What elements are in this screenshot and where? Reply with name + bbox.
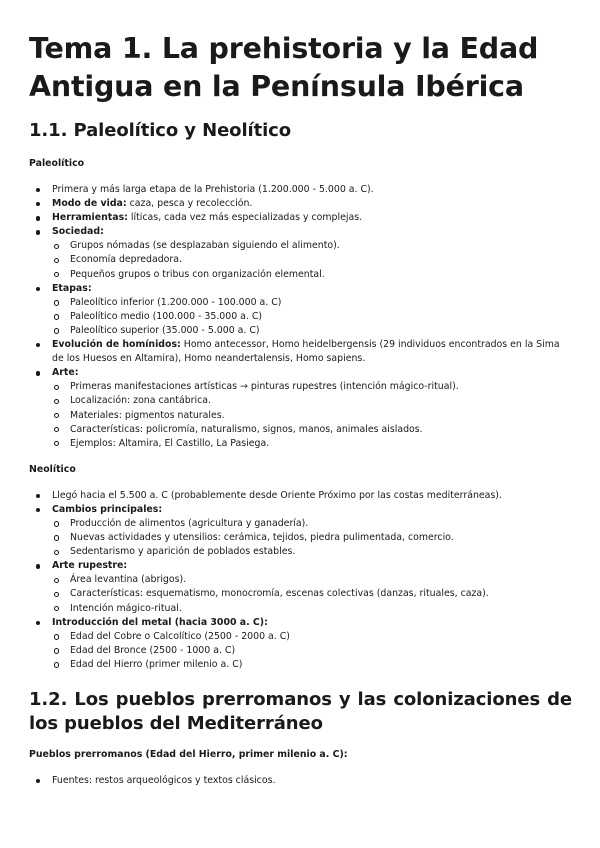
item-label: Evolución de homínidos: [52,339,181,351]
item-text: Homo antecessor, Homo heidelbergensis (29 individuos encontrados en la Sima de los Huesos en Altamira), Homo neandertalensis, Homo sapiens. [52,339,560,365]
list-item [29,559,572,615]
sublist-item: Edad del Cobre o Calcolítico (2500 - 2000 a. C) [52,630,572,644]
section-heading-paleolitico-neolitico: 1.1. Paleolítico y Neolítico [29,120,291,141]
sublist-item: Sedentarismo y aparición de poblados estables. [52,545,572,559]
list-item [29,503,572,559]
list-item [29,616,572,672]
sublist-item: Grupos nómadas (se desplazaban siguiendo el alimento). [52,239,572,253]
list-item [29,338,572,366]
sublist-item: Economía depredadora. [52,253,572,267]
list-item: Fuentes: restos arqueológicos y textos clásicos. [29,774,572,788]
subheading-neolitico: Neolítico [29,463,76,475]
list-item [29,366,572,451]
list-item [29,225,572,281]
sublist-item: Primeras manifestaciones artísticas → pinturas rupestres (intención mágico-ritual). [52,380,572,394]
sociedad-sublist [52,239,572,281]
section-heading-pueblos-prerromanos: 1.2. Los pueblos prerromanos y las colonizaciones de los pueblos del Mediterráneo [29,689,572,734]
sublist-item: Intención mágico-ritual. [52,602,572,616]
sublist-item: Ejemplos: Altamira, El Castillo, La Pasiega. [52,437,572,451]
list-item [29,197,572,211]
subheading-pueblos-prerromanos: Pueblos prerromanos (Edad del Hierro, primer milenio a. C): [29,749,348,760]
list-item: Llegó hacia el 5.500 a. C (probablemente desde Oriente Próximo por las costas mediterráneas). [29,489,572,503]
item-label: Modo de vida: [52,198,127,210]
sublist-item: Nuevas actividades y utensilios: cerámica, tejidos, piedra pulimentada, comercio. [52,531,572,545]
document-title: Tema 1. La prehistoria y la Edad Antigua en la Península Ibérica [29,32,539,103]
sublist-item: Edad del Hierro (primer milenio a. C) [52,658,572,672]
etapas-sublist [52,296,572,338]
document-page [29,30,572,788]
sublist-item: Características: policromía, naturalismo, signos, manos, animales aislados. [52,423,572,437]
item-text: líticas, cada vez más especializadas y complejas. [127,212,363,224]
prerromanos-list [29,774,572,788]
sublist-item: Paleolítico medio (100.000 - 35.000 a. C) [52,310,572,324]
sublist-item: Paleolítico inferior (1.200.000 - 100.000 a. C) [52,296,572,310]
paleolitico-list [29,183,572,451]
arte-sublist [52,380,572,450]
item-label: Cambios principales: [52,503,163,515]
sublist-item: Localización: zona cantábrica. [52,394,572,408]
item-label: Etapas: [52,282,92,294]
item-label: Herramientas: [52,212,128,224]
sublist-item: Paleolítico superior (35.000 - 5.000 a. C) [52,324,572,338]
sublist-item: Materiales: pigmentos naturales. [52,409,572,423]
cambios-sublist [52,517,572,559]
item-text: caza, pesca y recolección. [126,198,253,210]
arte-rupestre-sublist [52,573,572,615]
item-label: Introducción del metal (hacia 3000 a. C): [52,616,268,628]
sublist-item: Producción de alimentos (agricultura y ganadería). [52,517,572,531]
item-label: Arte rupestre: [52,560,128,572]
sublist-item: Características: esquematismo, monocromía, escenas colectivas (danzas, rituales, caza). [52,587,572,601]
list-item [29,211,572,225]
sublist-item: Área levantina (abrigos). [52,573,572,587]
subheading-paleolitico: Paleolítico [29,158,85,169]
item-label: Sociedad: [52,226,104,238]
list-item: Primera y más larga etapa de la Prehistoria (1.200.000 - 5.000 a. C). [29,183,572,197]
neolitico-list [29,489,572,672]
metal-sublist [52,630,572,672]
sublist-item: Pequeños grupos o tribus con organización elemental. [52,268,572,282]
sublist-item: Edad del Bronce (2500 - 1000 a. C) [52,644,572,658]
list-item [29,282,572,338]
item-label: Arte: [52,367,79,379]
